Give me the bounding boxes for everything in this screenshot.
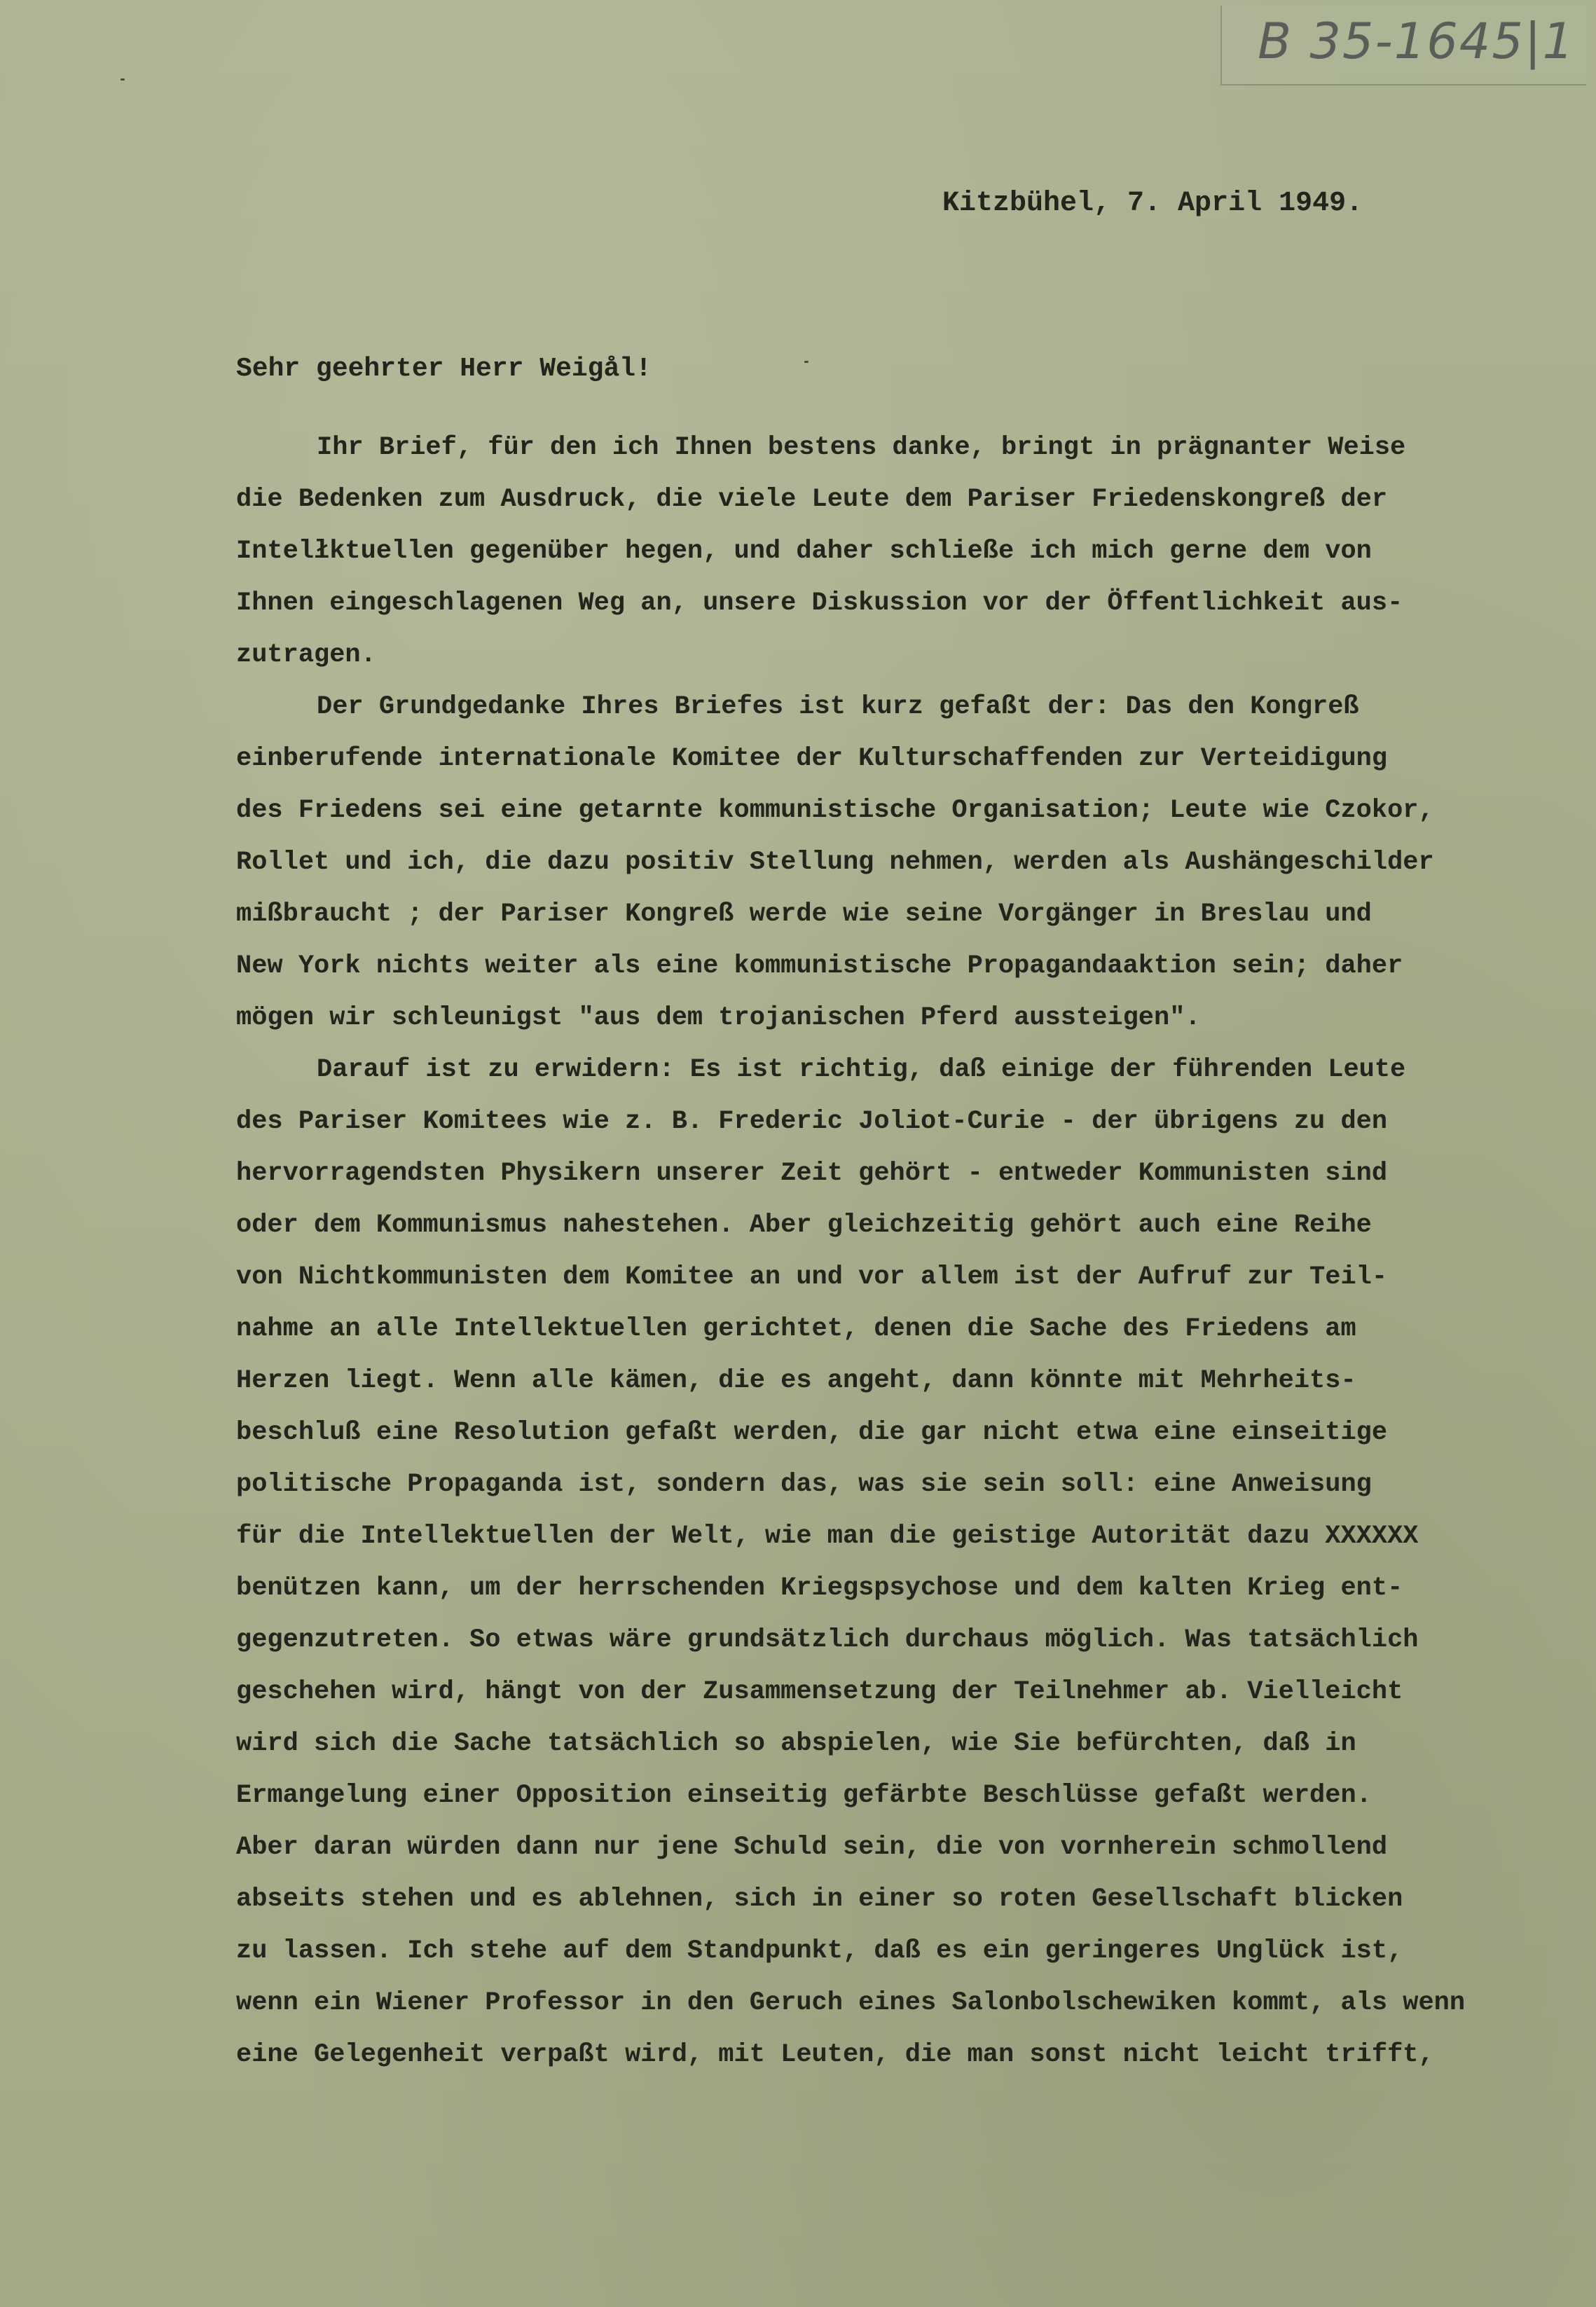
letter-line: oder dem Kommunismus nahestehen. Aber gleichzeitig gehört auch eine Reihe bbox=[236, 1211, 1372, 1240]
letter-line: nahme an alle Intellektuellen gerichtet, denen die Sache des Friedens am bbox=[236, 1314, 1356, 1344]
letter-line: beschluß eine Resolution gefaßt werden, die gar nicht etwa eine einseitige bbox=[236, 1418, 1388, 1447]
letter-line: hervorragendsten Physikern unserer Zeit gehört - entweder Kommunisten sind bbox=[236, 1159, 1388, 1188]
letter-line: des Pariser Komitees wie z. B. Frederic Joliot-Curie - der übrigens zu den bbox=[236, 1107, 1388, 1136]
letter-line: Der Grundgedanke Ihres Briefes ist kurz gefaßt der: Das den Kongreß bbox=[317, 692, 1359, 722]
letter-line: wird sich die Sache tatsächlich so abspielen, wie Sie befürchten, daß in bbox=[236, 1729, 1356, 1758]
letter-line: abseits stehen und es ablehnen, sich in einer so roten Gesellschaft blicken bbox=[236, 1885, 1403, 1914]
letter-line: New York nichts weiter als eine kommunistische Propagandaaktion sein; daher bbox=[236, 951, 1403, 981]
letter-line: mißbraucht ; der Pariser Kongreß werde wie seine Vorgänger in Breslau und bbox=[236, 900, 1372, 929]
letter-line: Ihnen eingeschlagenen Weg an, unsere Diskussion vor der Öffentlichkeit aus- bbox=[236, 588, 1403, 618]
letter-line: geschehen wird, hängt von der Zusammensetzung der Teilnehmer ab. Vielleicht bbox=[236, 1677, 1403, 1707]
letter-salutation: Sehr geehrter Herr Weigål! bbox=[236, 354, 652, 384]
letter-line: zutragen. bbox=[236, 640, 376, 670]
letter-line: Rollet und ich, die dazu positiv Stellung nehmen, werden als Aushängeschilder bbox=[236, 848, 1434, 877]
letter-line: Ermangelung einer Opposition einseitig gefärbte Beschlüsse gefaßt werden. bbox=[236, 1781, 1372, 1810]
letter-line: Ihr Brief, für den ich Ihnen bestens danke, bringt in prägnanter Weise bbox=[317, 433, 1406, 462]
letter-line: zu lassen. Ich stehe auf dem Standpunkt, daß es ein geringeres Unglück ist, bbox=[236, 1936, 1403, 1966]
letter-body bbox=[236, 422, 1553, 2081]
letter-line: benützen kann, um der herrschenden Kriegspsychose und dem kalten Krieg ent- bbox=[236, 1573, 1403, 1603]
letter-line: einberufende internationale Komitee der Kulturschaffenden zur Verteidigung bbox=[236, 744, 1388, 773]
letter-line: für die Intellektuellen der Welt, wie man die geistige Autorität dazu XXXXXX bbox=[236, 1522, 1419, 1551]
letter-line: des Friedens sei eine getarnte kommunistische Organisation; Leute wie Czokor, bbox=[236, 796, 1434, 825]
paper-speck bbox=[804, 361, 809, 363]
letter-line: Darauf ist zu erwidern: Es ist richtig, daß einige der führenden Leute bbox=[317, 1055, 1406, 1084]
letter-dateline: Kitzbühel, 7. April 1949. bbox=[942, 188, 1363, 219]
archive-number: B 35-1645|1 bbox=[1258, 13, 1575, 70]
letter-line: mögen wir schleunigst "aus dem trojanischen Pferd aussteigen". bbox=[236, 1003, 1201, 1033]
letter-line: gegenzutreten. So etwas wäre grundsätzlich durchaus möglich. Was tatsächlich bbox=[236, 1625, 1419, 1655]
letter-line: politische Propaganda ist, sondern das, was sie sein soll: eine Anweisung bbox=[236, 1470, 1372, 1499]
letter-line: wenn ein Wiener Professor in den Geruch eines Salonbolschewiken kommt, als wenn bbox=[236, 1988, 1466, 2018]
letter-line: Herzen liegt. Wenn alle kämen, die es angeht, dann könnte mit Mehrheits- bbox=[236, 1366, 1356, 1396]
letter-line: von Nichtkommunisten dem Komitee an und vor allem ist der Aufruf zur Teil- bbox=[236, 1262, 1388, 1292]
letter-line: eine Gelegenheit verpaßt wird, mit Leuten, die man sonst nicht leicht trifft, bbox=[236, 2040, 1434, 2070]
letter-line: die Bedenken zum Ausdruck, die viele Leute dem Pariser Friedenskongreß der bbox=[236, 485, 1388, 514]
letter-line: Aber daran würden dann nur jene Schuld sein, die von vornherein schmollend bbox=[236, 1833, 1388, 1862]
letter-line: Intelłktuellen gegenüber hegen, und daher schließe ich mich gerne dem von bbox=[236, 537, 1372, 566]
paper-speck bbox=[121, 78, 125, 81]
